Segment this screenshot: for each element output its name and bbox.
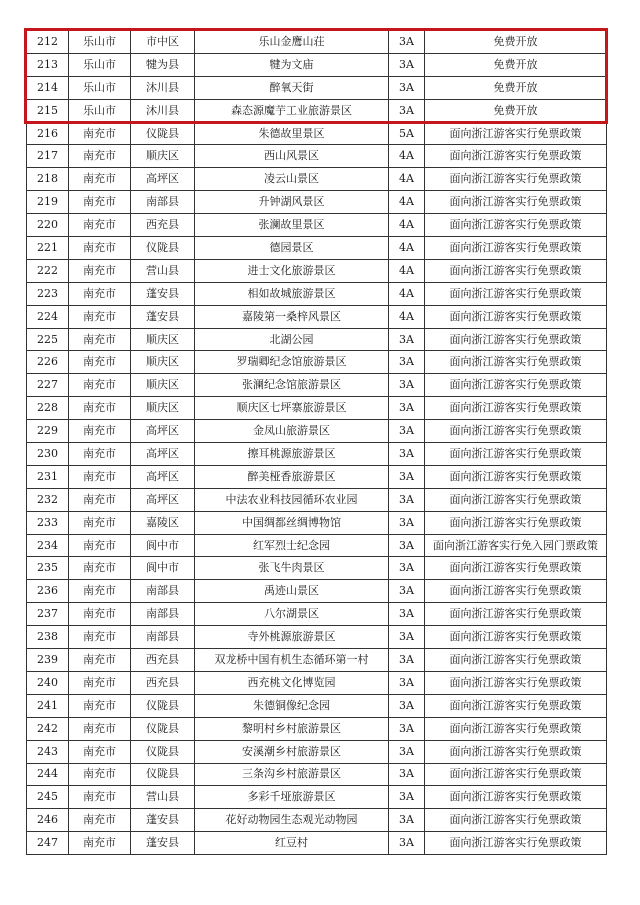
city-cell: 南充市 bbox=[69, 259, 131, 282]
grade-cell: 4A bbox=[389, 305, 425, 328]
grade-cell: 3A bbox=[389, 534, 425, 557]
policy-cell: 面向浙江游客实行免票政策 bbox=[425, 214, 607, 237]
table-row bbox=[27, 374, 607, 397]
table-row bbox=[27, 649, 607, 672]
policy-cell: 免费开放 bbox=[425, 99, 607, 122]
scenic-name-cell: 双龙桥中国有机生态循环第一村 bbox=[195, 649, 389, 672]
table-row bbox=[27, 694, 607, 717]
county-cell: 仪陇县 bbox=[131, 122, 195, 145]
policy-cell: 面向浙江游客实行免票政策 bbox=[425, 786, 607, 809]
county-cell: 西充县 bbox=[131, 671, 195, 694]
row-number-cell: 239 bbox=[27, 649, 69, 672]
table-row bbox=[27, 740, 607, 763]
policy-cell: 面向浙江游客实行免票政策 bbox=[425, 191, 607, 214]
policy-cell: 面向浙江游客实行免票政策 bbox=[425, 488, 607, 511]
table-row bbox=[27, 397, 607, 420]
row-number-cell: 245 bbox=[27, 786, 69, 809]
table-row bbox=[27, 534, 607, 557]
row-number-cell: 242 bbox=[27, 717, 69, 740]
grade-cell: 3A bbox=[389, 832, 425, 855]
city-cell: 南充市 bbox=[69, 809, 131, 832]
county-cell: 西充县 bbox=[131, 214, 195, 237]
county-cell: 仪陇县 bbox=[131, 694, 195, 717]
row-number-cell: 214 bbox=[27, 76, 69, 99]
county-cell: 蓬安县 bbox=[131, 305, 195, 328]
city-cell: 南充市 bbox=[69, 763, 131, 786]
scenic-name-cell: 金凤山旅游景区 bbox=[195, 420, 389, 443]
table-row bbox=[27, 53, 607, 76]
policy-cell: 免费开放 bbox=[425, 31, 607, 54]
county-cell: 阆中市 bbox=[131, 557, 195, 580]
grade-cell: 3A bbox=[389, 649, 425, 672]
table-row bbox=[27, 580, 607, 603]
grade-cell: 3A bbox=[389, 786, 425, 809]
county-cell: 高坪区 bbox=[131, 465, 195, 488]
grade-cell: 3A bbox=[389, 717, 425, 740]
row-number-cell: 231 bbox=[27, 465, 69, 488]
table-row bbox=[27, 465, 607, 488]
table-row bbox=[27, 31, 607, 54]
row-number-cell: 243 bbox=[27, 740, 69, 763]
table-row bbox=[27, 832, 607, 855]
city-cell: 南充市 bbox=[69, 694, 131, 717]
grade-cell: 3A bbox=[389, 397, 425, 420]
scenic-name-cell: 张飞牛肉景区 bbox=[195, 557, 389, 580]
county-cell: 嘉陵区 bbox=[131, 511, 195, 534]
scenic-name-cell: 森态源魔芋工业旅游景区 bbox=[195, 99, 389, 122]
scenic-name-cell: 升钟湖风景区 bbox=[195, 191, 389, 214]
grade-cell: 5A bbox=[389, 122, 425, 145]
grade-cell: 4A bbox=[389, 168, 425, 191]
row-number-cell: 240 bbox=[27, 671, 69, 694]
table-row bbox=[27, 809, 607, 832]
policy-cell: 面向浙江游客实行免票政策 bbox=[425, 397, 607, 420]
scenic-name-cell: 擦耳桃源旅游景区 bbox=[195, 443, 389, 466]
county-cell: 沐川县 bbox=[131, 76, 195, 99]
policy-cell: 面向浙江游客实行免票政策 bbox=[425, 420, 607, 443]
county-cell: 南部县 bbox=[131, 580, 195, 603]
policy-cell: 面向浙江游客实行免票政策 bbox=[425, 305, 607, 328]
scenic-name-cell: 嘉陵第一桑梓风景区 bbox=[195, 305, 389, 328]
scenic-name-cell: 红豆村 bbox=[195, 832, 389, 855]
scenic-name-cell: 醉氧天街 bbox=[195, 76, 389, 99]
row-number-cell: 216 bbox=[27, 122, 69, 145]
city-cell: 南充市 bbox=[69, 214, 131, 237]
scenic-name-cell: 红军烈士纪念园 bbox=[195, 534, 389, 557]
grade-cell: 3A bbox=[389, 374, 425, 397]
city-cell: 南充市 bbox=[69, 145, 131, 168]
policy-cell: 面向浙江游客实行免票政策 bbox=[425, 122, 607, 145]
scenic-name-cell: 西山风景区 bbox=[195, 145, 389, 168]
grade-cell: 3A bbox=[389, 351, 425, 374]
grade-cell: 3A bbox=[389, 763, 425, 786]
row-number-cell: 228 bbox=[27, 397, 69, 420]
table-row bbox=[27, 76, 607, 99]
grade-cell: 3A bbox=[389, 465, 425, 488]
county-cell: 南部县 bbox=[131, 191, 195, 214]
policy-cell: 面向浙江游客实行免票政策 bbox=[425, 626, 607, 649]
county-cell: 顺庆区 bbox=[131, 351, 195, 374]
row-number-cell: 212 bbox=[27, 31, 69, 54]
grade-cell: 4A bbox=[389, 145, 425, 168]
table-row bbox=[27, 351, 607, 374]
city-cell: 南充市 bbox=[69, 717, 131, 740]
scenic-name-cell: 张澜故里景区 bbox=[195, 214, 389, 237]
policy-cell: 面向浙江游客实行免票政策 bbox=[425, 351, 607, 374]
county-cell: 市中区 bbox=[131, 31, 195, 54]
table-row bbox=[27, 717, 607, 740]
grade-cell: 3A bbox=[389, 740, 425, 763]
grade-cell: 3A bbox=[389, 603, 425, 626]
scenic-name-cell: 黎明村乡村旅游景区 bbox=[195, 717, 389, 740]
grade-cell: 3A bbox=[389, 626, 425, 649]
grade-cell: 3A bbox=[389, 31, 425, 54]
county-cell: 蓬安县 bbox=[131, 809, 195, 832]
table-row bbox=[27, 214, 607, 237]
county-cell: 顺庆区 bbox=[131, 328, 195, 351]
county-cell: 高坪区 bbox=[131, 168, 195, 191]
policy-cell: 面向浙江游客实行免票政策 bbox=[425, 443, 607, 466]
county-cell: 仪陇县 bbox=[131, 763, 195, 786]
city-cell: 乐山市 bbox=[69, 53, 131, 76]
grade-cell: 3A bbox=[389, 809, 425, 832]
row-number-cell: 241 bbox=[27, 694, 69, 717]
row-number-cell: 247 bbox=[27, 832, 69, 855]
policy-cell: 面向浙江游客实行免票政策 bbox=[425, 694, 607, 717]
row-number-cell: 233 bbox=[27, 511, 69, 534]
policy-cell: 面向浙江游客实行免票政策 bbox=[425, 465, 607, 488]
row-number-cell: 215 bbox=[27, 99, 69, 122]
policy-cell: 面向浙江游客实行免票政策 bbox=[425, 282, 607, 305]
city-cell: 南充市 bbox=[69, 740, 131, 763]
county-cell: 仪陇县 bbox=[131, 740, 195, 763]
table-row bbox=[27, 488, 607, 511]
row-number-cell: 232 bbox=[27, 488, 69, 511]
table-row bbox=[27, 420, 607, 443]
table-row bbox=[27, 443, 607, 466]
row-number-cell: 218 bbox=[27, 168, 69, 191]
city-cell: 南充市 bbox=[69, 122, 131, 145]
city-cell: 南充市 bbox=[69, 168, 131, 191]
grade-cell: 3A bbox=[389, 76, 425, 99]
row-number-cell: 220 bbox=[27, 214, 69, 237]
table-row bbox=[27, 626, 607, 649]
grade-cell: 3A bbox=[389, 443, 425, 466]
grade-cell: 3A bbox=[389, 694, 425, 717]
city-cell: 南充市 bbox=[69, 420, 131, 443]
row-number-cell: 221 bbox=[27, 237, 69, 260]
county-cell: 仪陇县 bbox=[131, 717, 195, 740]
city-cell: 乐山市 bbox=[69, 99, 131, 122]
city-cell: 南充市 bbox=[69, 374, 131, 397]
scenic-name-cell: 中法农业科技园循环农业园 bbox=[195, 488, 389, 511]
table-row bbox=[27, 259, 607, 282]
grade-cell: 4A bbox=[389, 214, 425, 237]
row-number-cell: 226 bbox=[27, 351, 69, 374]
city-cell: 南充市 bbox=[69, 351, 131, 374]
row-number-cell: 234 bbox=[27, 534, 69, 557]
scenic-name-cell: 安溪潮乡村旅游景区 bbox=[195, 740, 389, 763]
policy-cell: 面向浙江游客实行免票政策 bbox=[425, 511, 607, 534]
row-number-cell: 222 bbox=[27, 259, 69, 282]
county-cell: 沐川县 bbox=[131, 99, 195, 122]
county-cell: 高坪区 bbox=[131, 488, 195, 511]
county-cell: 营山县 bbox=[131, 786, 195, 809]
scenic-name-cell: 犍为文庙 bbox=[195, 53, 389, 76]
grade-cell: 3A bbox=[389, 328, 425, 351]
city-cell: 南充市 bbox=[69, 443, 131, 466]
scenic-name-cell: 中国绸都丝绸博物馆 bbox=[195, 511, 389, 534]
scenic-name-cell: 多彩千垭旅游景区 bbox=[195, 786, 389, 809]
table-row bbox=[27, 786, 607, 809]
county-cell: 顺庆区 bbox=[131, 374, 195, 397]
table-row bbox=[27, 557, 607, 580]
grade-cell: 4A bbox=[389, 282, 425, 305]
grade-cell: 3A bbox=[389, 53, 425, 76]
county-cell: 蓬安县 bbox=[131, 282, 195, 305]
county-cell: 西充县 bbox=[131, 649, 195, 672]
scenic-name-cell: 西充桃文化博览园 bbox=[195, 671, 389, 694]
scenic-name-cell: 朱德铜像纪念园 bbox=[195, 694, 389, 717]
city-cell: 南充市 bbox=[69, 488, 131, 511]
scenic-spot-table bbox=[26, 30, 607, 855]
row-number-cell: 224 bbox=[27, 305, 69, 328]
table-row bbox=[27, 237, 607, 260]
row-number-cell: 227 bbox=[27, 374, 69, 397]
policy-cell: 面向浙江游客实行免票政策 bbox=[425, 809, 607, 832]
city-cell: 南充市 bbox=[69, 305, 131, 328]
policy-cell: 面向浙江游客实行免票政策 bbox=[425, 580, 607, 603]
city-cell: 南充市 bbox=[69, 328, 131, 351]
grade-cell: 3A bbox=[389, 671, 425, 694]
scenic-name-cell: 花好动物园生态观光动物园 bbox=[195, 809, 389, 832]
row-number-cell: 244 bbox=[27, 763, 69, 786]
city-cell: 南充市 bbox=[69, 511, 131, 534]
policy-cell: 面向浙江游客实行免票政策 bbox=[425, 740, 607, 763]
scenic-name-cell: 罗瑞卿纪念馆旅游景区 bbox=[195, 351, 389, 374]
grade-cell: 3A bbox=[389, 99, 425, 122]
policy-cell: 面向浙江游客实行免票政策 bbox=[425, 237, 607, 260]
city-cell: 南充市 bbox=[69, 237, 131, 260]
county-cell: 阆中市 bbox=[131, 534, 195, 557]
grade-cell: 3A bbox=[389, 511, 425, 534]
city-cell: 南充市 bbox=[69, 626, 131, 649]
grade-cell: 4A bbox=[389, 237, 425, 260]
scenic-name-cell: 北湖公园 bbox=[195, 328, 389, 351]
county-cell: 南部县 bbox=[131, 603, 195, 626]
row-number-cell: 230 bbox=[27, 443, 69, 466]
city-cell: 乐山市 bbox=[69, 31, 131, 54]
county-cell: 顺庆区 bbox=[131, 397, 195, 420]
city-cell: 南充市 bbox=[69, 465, 131, 488]
policy-cell: 面向浙江游客实行免票政策 bbox=[425, 374, 607, 397]
city-cell: 南充市 bbox=[69, 534, 131, 557]
row-number-cell: 238 bbox=[27, 626, 69, 649]
policy-cell: 面向浙江游客实行免票政策 bbox=[425, 717, 607, 740]
row-number-cell: 213 bbox=[27, 53, 69, 76]
city-cell: 南充市 bbox=[69, 282, 131, 305]
county-cell: 仪陇县 bbox=[131, 237, 195, 260]
scenic-name-cell: 禹迹山景区 bbox=[195, 580, 389, 603]
table-row bbox=[27, 145, 607, 168]
city-cell: 南充市 bbox=[69, 832, 131, 855]
table-row bbox=[27, 603, 607, 626]
grade-cell: 4A bbox=[389, 259, 425, 282]
table-row bbox=[27, 328, 607, 351]
city-cell: 南充市 bbox=[69, 191, 131, 214]
county-cell: 高坪区 bbox=[131, 443, 195, 466]
row-number-cell: 225 bbox=[27, 328, 69, 351]
policy-cell: 面向浙江游客实行免票政策 bbox=[425, 671, 607, 694]
policy-cell: 面向浙江游客实行免票政策 bbox=[425, 763, 607, 786]
policy-cell: 面向浙江游客实行免票政策 bbox=[425, 328, 607, 351]
table-row bbox=[27, 763, 607, 786]
county-cell: 南部县 bbox=[131, 626, 195, 649]
county-cell: 顺庆区 bbox=[131, 145, 195, 168]
city-cell: 乐山市 bbox=[69, 76, 131, 99]
grade-cell: 3A bbox=[389, 557, 425, 580]
table-row bbox=[27, 191, 607, 214]
city-cell: 南充市 bbox=[69, 786, 131, 809]
policy-cell: 面向浙江游客实行免入园门票政策 bbox=[425, 534, 607, 557]
county-cell: 营山县 bbox=[131, 259, 195, 282]
city-cell: 南充市 bbox=[69, 580, 131, 603]
row-number-cell: 229 bbox=[27, 420, 69, 443]
scenic-name-cell: 进士文化旅游景区 bbox=[195, 259, 389, 282]
policy-cell: 面向浙江游客实行免票政策 bbox=[425, 649, 607, 672]
table-row bbox=[27, 511, 607, 534]
county-cell: 蓬安县 bbox=[131, 832, 195, 855]
scenic-name-cell: 朱德故里景区 bbox=[195, 122, 389, 145]
policy-cell: 面向浙江游客实行免票政策 bbox=[425, 259, 607, 282]
city-cell: 南充市 bbox=[69, 557, 131, 580]
grade-cell: 3A bbox=[389, 420, 425, 443]
table-row bbox=[27, 671, 607, 694]
table-row bbox=[27, 99, 607, 122]
scenic-name-cell: 德园景区 bbox=[195, 237, 389, 260]
table-row bbox=[27, 122, 607, 145]
row-number-cell: 246 bbox=[27, 809, 69, 832]
table-row bbox=[27, 282, 607, 305]
county-cell: 犍为县 bbox=[131, 53, 195, 76]
policy-cell: 面向浙江游客实行免票政策 bbox=[425, 603, 607, 626]
scenic-name-cell: 三条沟乡村旅游景区 bbox=[195, 763, 389, 786]
city-cell: 南充市 bbox=[69, 397, 131, 420]
row-number-cell: 223 bbox=[27, 282, 69, 305]
scenic-name-cell: 相如故城旅游景区 bbox=[195, 282, 389, 305]
scenic-name-cell: 醉美桠香旅游景区 bbox=[195, 465, 389, 488]
table-row bbox=[27, 305, 607, 328]
policy-cell: 面向浙江游客实行免票政策 bbox=[425, 145, 607, 168]
policy-cell: 免费开放 bbox=[425, 53, 607, 76]
scenic-name-cell: 八尔湖景区 bbox=[195, 603, 389, 626]
policy-cell: 面向浙江游客实行免票政策 bbox=[425, 557, 607, 580]
county-cell: 高坪区 bbox=[131, 420, 195, 443]
row-number-cell: 236 bbox=[27, 580, 69, 603]
policy-cell: 免费开放 bbox=[425, 76, 607, 99]
scenic-name-cell: 顺庆区七坪寨旅游景区 bbox=[195, 397, 389, 420]
city-cell: 南充市 bbox=[69, 603, 131, 626]
scenic-name-cell: 乐山金鹰山荘 bbox=[195, 31, 389, 54]
city-cell: 南充市 bbox=[69, 649, 131, 672]
row-number-cell: 235 bbox=[27, 557, 69, 580]
row-number-cell: 217 bbox=[27, 145, 69, 168]
city-cell: 南充市 bbox=[69, 671, 131, 694]
policy-cell: 面向浙江游客实行免票政策 bbox=[425, 168, 607, 191]
row-number-cell: 219 bbox=[27, 191, 69, 214]
scenic-name-cell: 张澜纪念馆旅游景区 bbox=[195, 374, 389, 397]
table-row bbox=[27, 168, 607, 191]
table-body bbox=[27, 31, 607, 855]
policy-cell: 面向浙江游客实行免票政策 bbox=[425, 832, 607, 855]
grade-cell: 3A bbox=[389, 580, 425, 603]
grade-cell: 3A bbox=[389, 488, 425, 511]
row-number-cell: 237 bbox=[27, 603, 69, 626]
scenic-name-cell: 寺外桃源旅游景区 bbox=[195, 626, 389, 649]
scenic-name-cell: 凌云山景区 bbox=[195, 168, 389, 191]
grade-cell: 4A bbox=[389, 191, 425, 214]
